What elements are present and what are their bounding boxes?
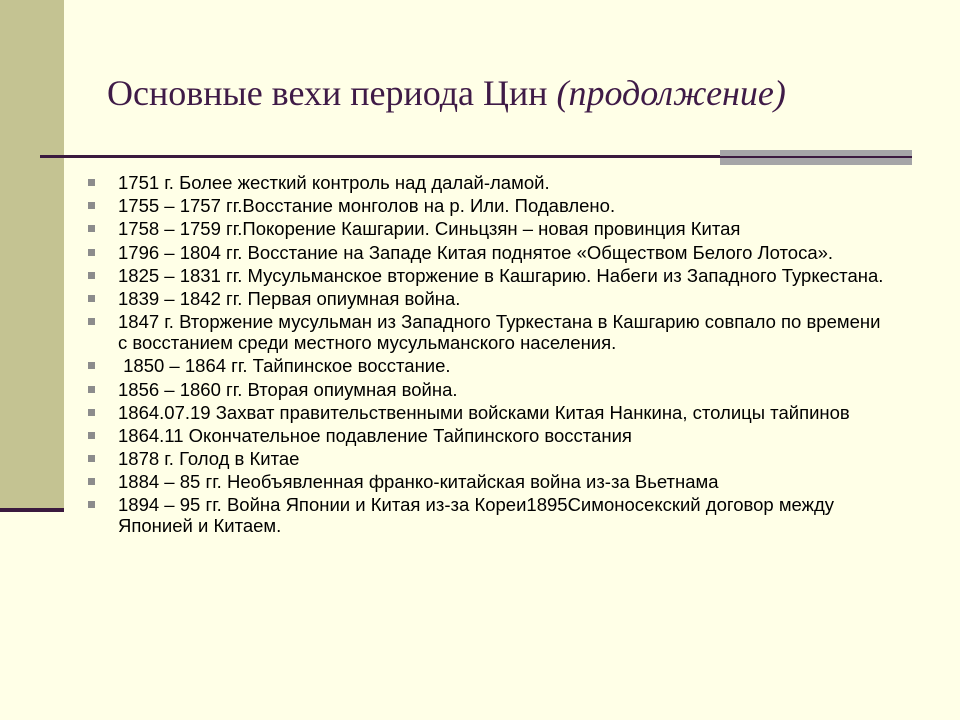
list-item xyxy=(86,218,886,239)
list-item-text: 1755 – 1757 гг.Восстание монголов на р. Или. Подавлено. xyxy=(118,195,616,217)
list-item xyxy=(86,355,886,376)
title-divider-accent-line xyxy=(720,156,912,158)
bullet-square-icon xyxy=(88,249,95,256)
list-item-text: 1864.11 Окончательное подавление Тайпинского восстания xyxy=(118,424,632,446)
list-item xyxy=(86,471,886,492)
bullet-square-icon xyxy=(88,432,95,439)
list-item xyxy=(86,242,886,263)
bullet-square-icon xyxy=(88,272,95,279)
list-item xyxy=(86,425,886,446)
title-continuation: (продолжение) xyxy=(556,73,786,113)
list-item-text: 1850 – 1864 гг. Тайпинское восстание. xyxy=(118,355,451,377)
list-item xyxy=(86,402,886,423)
bullet-square-icon xyxy=(88,202,95,209)
list-item-text: 1847 г. Вторжение мусульман из Западного Туркестана в Кашгарию совпало по времени с восстанием среди местного мусульманского населения. xyxy=(118,311,886,354)
list-item xyxy=(86,288,886,309)
title-main: Основные вехи периода Цин xyxy=(107,73,548,113)
list-item-text: 1825 – 1831 гг. Мусульманское вторжение в Кашгарию. Набеги из Западного Туркестана. xyxy=(118,264,884,286)
list-item-text: 1864.07.19 Захват правительственными войсками Китая Нанкина, столицы тайпинов xyxy=(118,401,850,423)
list-item xyxy=(86,265,886,286)
list-item-text: 1878 г. Голод в Китае xyxy=(118,448,300,470)
list-item xyxy=(86,379,886,400)
list-item xyxy=(86,494,886,536)
bullet-square-icon xyxy=(88,455,95,462)
slide-title xyxy=(107,72,786,114)
list-item xyxy=(86,172,886,193)
list-item-text: 1839 – 1842 гг. Первая опиумная война. xyxy=(118,287,461,309)
list-item xyxy=(86,311,886,353)
bullet-square-icon xyxy=(88,225,95,232)
bullet-square-icon xyxy=(88,386,95,393)
list-item xyxy=(86,448,886,469)
bullet-square-icon xyxy=(88,409,95,416)
list-item xyxy=(86,195,886,216)
bullet-square-icon xyxy=(88,362,95,369)
bullet-square-icon xyxy=(88,179,95,186)
left-band-edge xyxy=(0,508,64,512)
bullet-square-icon xyxy=(88,318,95,325)
list-item-text: 1884 – 85 гг. Необъявленная франко-китайская война из-за Вьетнама xyxy=(118,471,719,493)
list-item-text: 1856 – 1860 гг. Вторая опиумная война. xyxy=(118,378,458,400)
bullet-square-icon xyxy=(88,501,95,508)
list-item-text: 1894 – 95 гг. Война Японии и Китая из-за Кореи1895Симоносекский договор между Японией и Китаем. xyxy=(118,494,840,537)
list-item-text: 1751 г. Более жесткий контроль над далай-ламой. xyxy=(118,172,550,193)
bullet-list xyxy=(86,172,886,539)
bullet-square-icon xyxy=(88,478,95,485)
list-item-text: 1758 – 1759 гг.Покорение Кашгарии. Синьцзян – новая провинция Китая xyxy=(118,218,741,240)
bullet-square-icon xyxy=(88,295,95,302)
left-accent-band xyxy=(0,0,64,512)
list-item-text: 1796 – 1804 гг. Восстание на Западе Китая поднятое «Обществом Белого Лотоса». xyxy=(118,241,834,263)
